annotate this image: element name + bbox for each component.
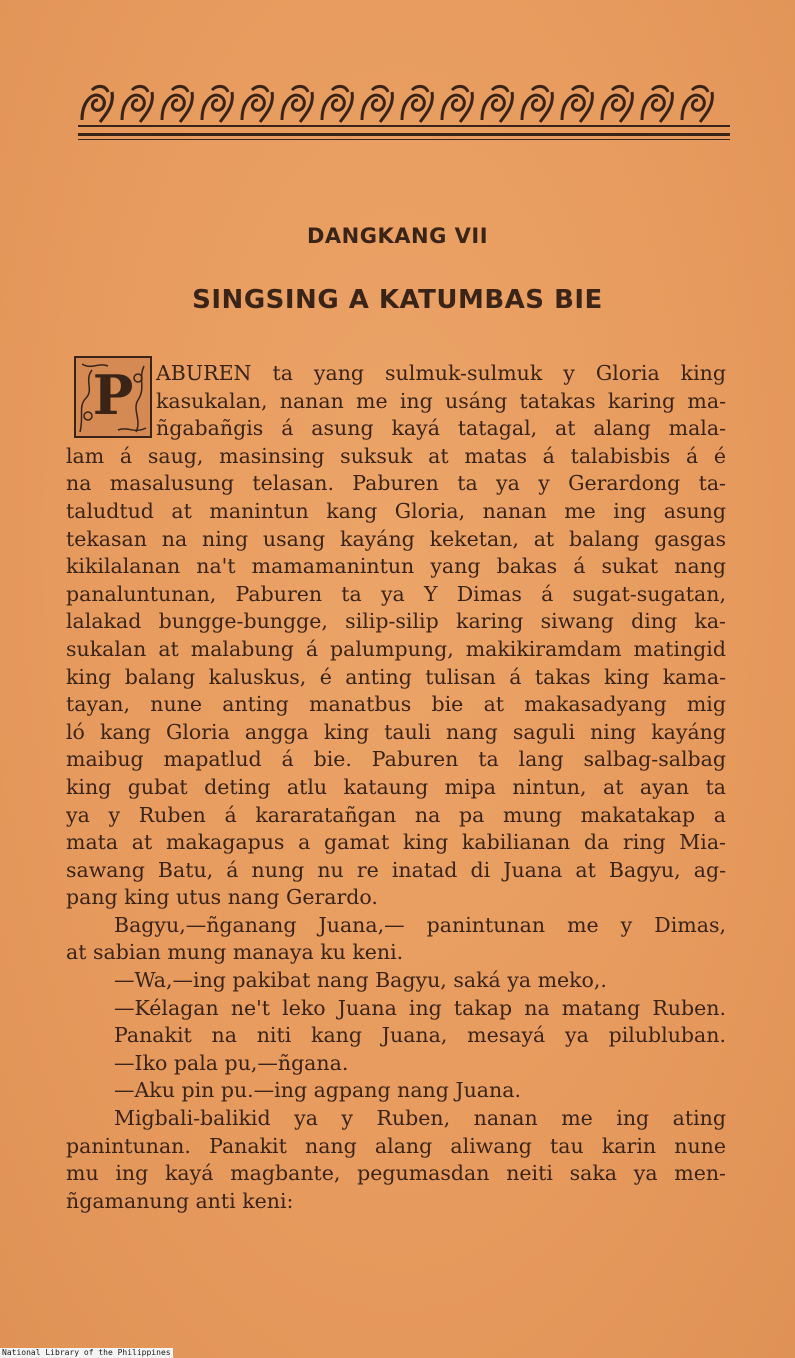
chapter-title: SINGSING A KATUMBAS BIE: [192, 285, 603, 315]
text-line: tayan, nune anting manatbus bie at makasadyang mig: [66, 692, 726, 717]
text-line: sawang Batu, á nung nu re inatad di Juana at Bagyu, ag-: [66, 857, 726, 882]
text-line: king gubat deting atlu kataung mipa nintun, at ayan ta: [66, 774, 726, 799]
text-line: tekasan na ning usang kayáng keketan, at balang gasgas: [66, 526, 726, 551]
text-line: mata at makagapus a gamat king kabilianan da ring Mia-: [66, 830, 726, 855]
svg-text:P: P: [92, 363, 134, 427]
text-line: panaluntunan, Paburen ta ya Y Dimas á sugat-sugatan,: [66, 581, 726, 606]
library-watermark: National Library of the Philippines: [2, 1348, 171, 1357]
text-line: ya y Ruben á kararatañgan na pa mung makatakap a: [66, 802, 726, 827]
text-line: —Aku pin pu.—ing agpang nang Juana.: [114, 1078, 521, 1103]
text-line: mu ing kayá magbante, pegumasdan neiti saka ya men-: [66, 1161, 726, 1186]
text-line: —Kélagan ne't leko Juana ing takap na matang Ruben.: [114, 995, 726, 1020]
text-line: Panakit na niti kang Juana, mesayá ya pilubluban.: [114, 1023, 726, 1048]
ornamental-border-icon: [78, 82, 730, 130]
text-line: panintunan. Panakit nang alang aliwang tau karin nune: [66, 1133, 726, 1158]
text-line: pang king utus nang Gerardo.: [66, 885, 378, 910]
text-line: maibug mapatlud á bie. Paburen ta lang salbag-salbag: [66, 747, 726, 772]
text-line: ABUREN ta yang sulmuk-sulmuk y Gloria king: [156, 361, 726, 385]
body-text: [66, 360, 726, 1215]
header-rule-thick: [78, 133, 730, 136]
text-line: ló kang Gloria angga king tauli nang saguli ning kayáng: [66, 719, 726, 744]
text-line: at sabian mung manaya ku keni.: [66, 940, 404, 965]
text-line: kikilalanan na't mamamanintun yang bakas á sukat nang: [66, 554, 726, 579]
text-line: —Iko pala pu,—ñgana.: [114, 1050, 349, 1075]
text-line: lalakad bungge-bungge, silip-silip karing siwang ding ka-: [66, 609, 726, 634]
text-line: sukalan at malabung á palumpung, makikiramdam matingid: [66, 636, 726, 661]
text-line: taludtud at manintun kang Gloria, nanan me ing asung: [66, 498, 726, 523]
chapter-heading: DANGKANG VII: [306, 224, 489, 248]
text-line: Migbali-balikid ya y Ruben, nanan me ing ating: [114, 1106, 726, 1131]
text-line: king balang kaluskus, é anting tulisan á takas king kama-: [66, 664, 726, 689]
text-line: Bagyu,—ñganang Juana,— panintunan me y Dimas,: [114, 912, 726, 937]
text-line: —Wa,—ing pakibat nang Bagyu, saká ya meko,.: [114, 968, 607, 993]
header-rule-thin: [78, 139, 730, 140]
text-line: lam á saug, masinsing suksuk at matas á talabisbis á é: [66, 443, 726, 468]
text-line: ñgabañgis á asung kayá tatagal, at alang mala-: [156, 416, 726, 441]
text-line: kasukalan, nanan me ing usáng tatakas karing ma-: [156, 388, 726, 413]
text-line: ñgamanung anti keni:: [66, 1188, 294, 1213]
text-line: na masalusung telasan. Paburen ta ya y Gerardong ta-: [66, 471, 726, 496]
